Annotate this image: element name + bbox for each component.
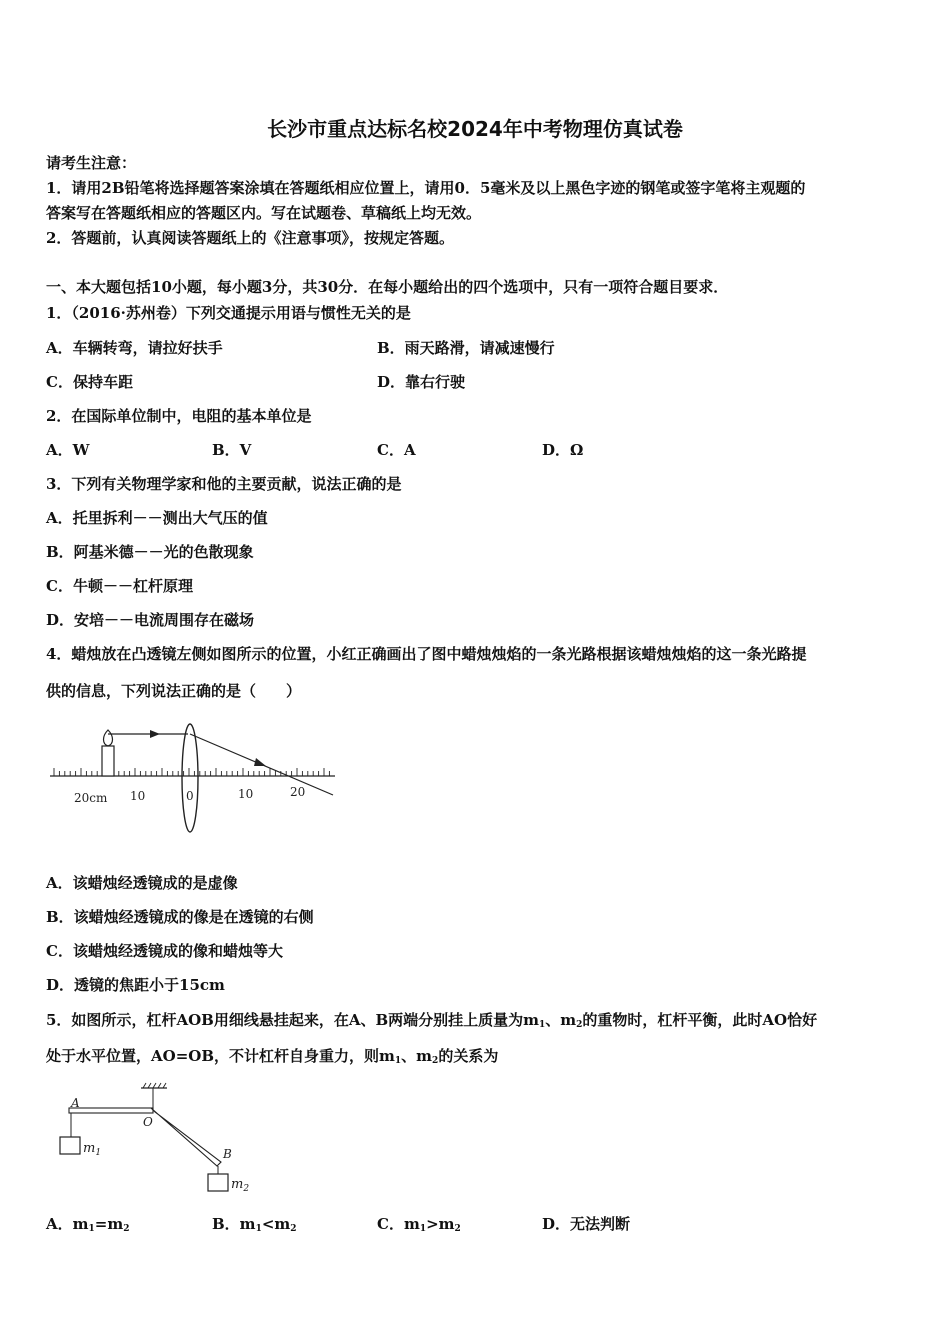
q5-option-c[interactable]: C．$m_1>m_2$ [377,1215,461,1234]
ruler-label-10-left: 10 [130,789,146,803]
q4-stem-line2: 供的信息，下列说法正确的是（ ） [46,682,302,700]
q5-option-d[interactable]: D．无法判断 [542,1215,631,1233]
ruler-label-0: 0 [186,789,194,803]
lever-diagram [55,1080,265,1200]
lever-arm-ob [151,1108,221,1166]
lever-arm-ao [69,1108,153,1113]
label-o: O [143,1115,153,1129]
q3-stem: 3．下列有关物理学家和他的主要贡献，说法正确的是 [46,475,402,493]
q1-option-b[interactable]: B．雨天路滑，请减速慢行 [377,339,555,357]
candle-flame [104,730,113,746]
label-m2: $m_2$ [231,1177,250,1194]
q1-option-d[interactable]: D．靠右行驶 [377,373,466,391]
ruler-label-20cm: 20cm [74,791,108,805]
q5-option-a[interactable]: A．$m_1=m_2$ [46,1215,130,1234]
notice-item2: 2．答题前，认真阅读答题纸上的《注意事项》，按规定答题。 [46,229,454,247]
q1-option-c[interactable]: C．保持车距 [46,373,133,391]
q4-option-c[interactable]: C．该蜡烛经透镜成的像和蜡烛等大 [46,942,283,960]
q5-option-b[interactable]: B．$m_1<m_2$ [212,1215,297,1234]
refracted-ray-arrow [254,758,266,766]
q3-option-a[interactable]: A．托里拆利－－测出大气压的值 [46,509,268,527]
q1-option-a[interactable]: A．车辆转弯，请拉好扶手 [46,339,223,357]
q3-option-d[interactable]: D．安培－－电流周围存在磁场 [46,611,255,629]
label-a: A [71,1096,80,1110]
ruler-label-10-right: 10 [238,787,254,801]
weight-m2 [208,1174,228,1191]
q3-option-b[interactable]: B．阿基米德－－光的色散现象 [46,543,254,561]
q2-option-c[interactable]: C．A [377,441,416,459]
notice-item1-line2: 答案写在答题纸相应的答题区内。写在试题卷、草稿纸上均无效。 [46,204,482,222]
q2-stem: 2．在国际单位制中，电阻的基本单位是 [46,407,312,425]
incident-ray-arrow [150,730,160,738]
q4-stem-line1: 4．蜡烛放在凸透镜左侧如图所示的位置，小红正确画出了图中蜡烛烛焰的一条光路根据该蜡烛烛焰的这一条光路提 [46,645,807,663]
notice-item1-line1: 1．请用2B铅笔将选择题答案涂填在答题纸相应位置上，请用0．5毫米及以上黑色字迹的钢笔或签字笔将主观题的 [46,179,806,197]
q2-option-d[interactable]: D．Ω [542,441,584,459]
label-m1: $m_1$ [83,1141,102,1158]
q2-option-b[interactable]: B．V [212,441,252,459]
page-title: 长沙市重点达标名校2024年中考物理仿真试卷 [267,117,683,141]
notice-heading: 请考生注意： [46,154,137,172]
ruler-label-20-right: 20 [290,785,306,799]
q4-option-a[interactable]: A．该蜡烛经透镜成的是虚像 [46,874,238,892]
q5-stem-line2: 处于水平位置，AO=OB，不计杠杆自身重力，则$m_1$、$m_2$的关系为 [46,1047,499,1066]
convex-lens [182,724,198,832]
q1-stem: 1．（2016·苏州卷）下列交通提示用语与惯性无关的是 [46,304,411,322]
q5-stem-line1: 5．如图所示，杠杆AOB用细线悬挂起来，在A、B两端分别挂上质量为$m_1$、$m_2$的重物时，杠杆平衡，此时AO恰好 [46,1011,818,1030]
q3-option-c[interactable]: C．牛顿－－杠杆原理 [46,577,193,595]
section-heading: 一、本大题包括10小题，每小题3分，共30分．在每小题给出的四个选项中，只有一项符合题目要求． [46,278,729,296]
weight-m1 [60,1137,80,1154]
q4-option-d[interactable]: D．透镜的焦距小于15cm [46,976,225,994]
lens-diagram [50,720,340,840]
label-b: B [223,1147,232,1161]
q2-option-a[interactable]: A．W [46,441,90,459]
candle [102,746,114,776]
q4-option-b[interactable]: B．该蜡烛经透镜成的像是在透镜的右侧 [46,908,314,926]
